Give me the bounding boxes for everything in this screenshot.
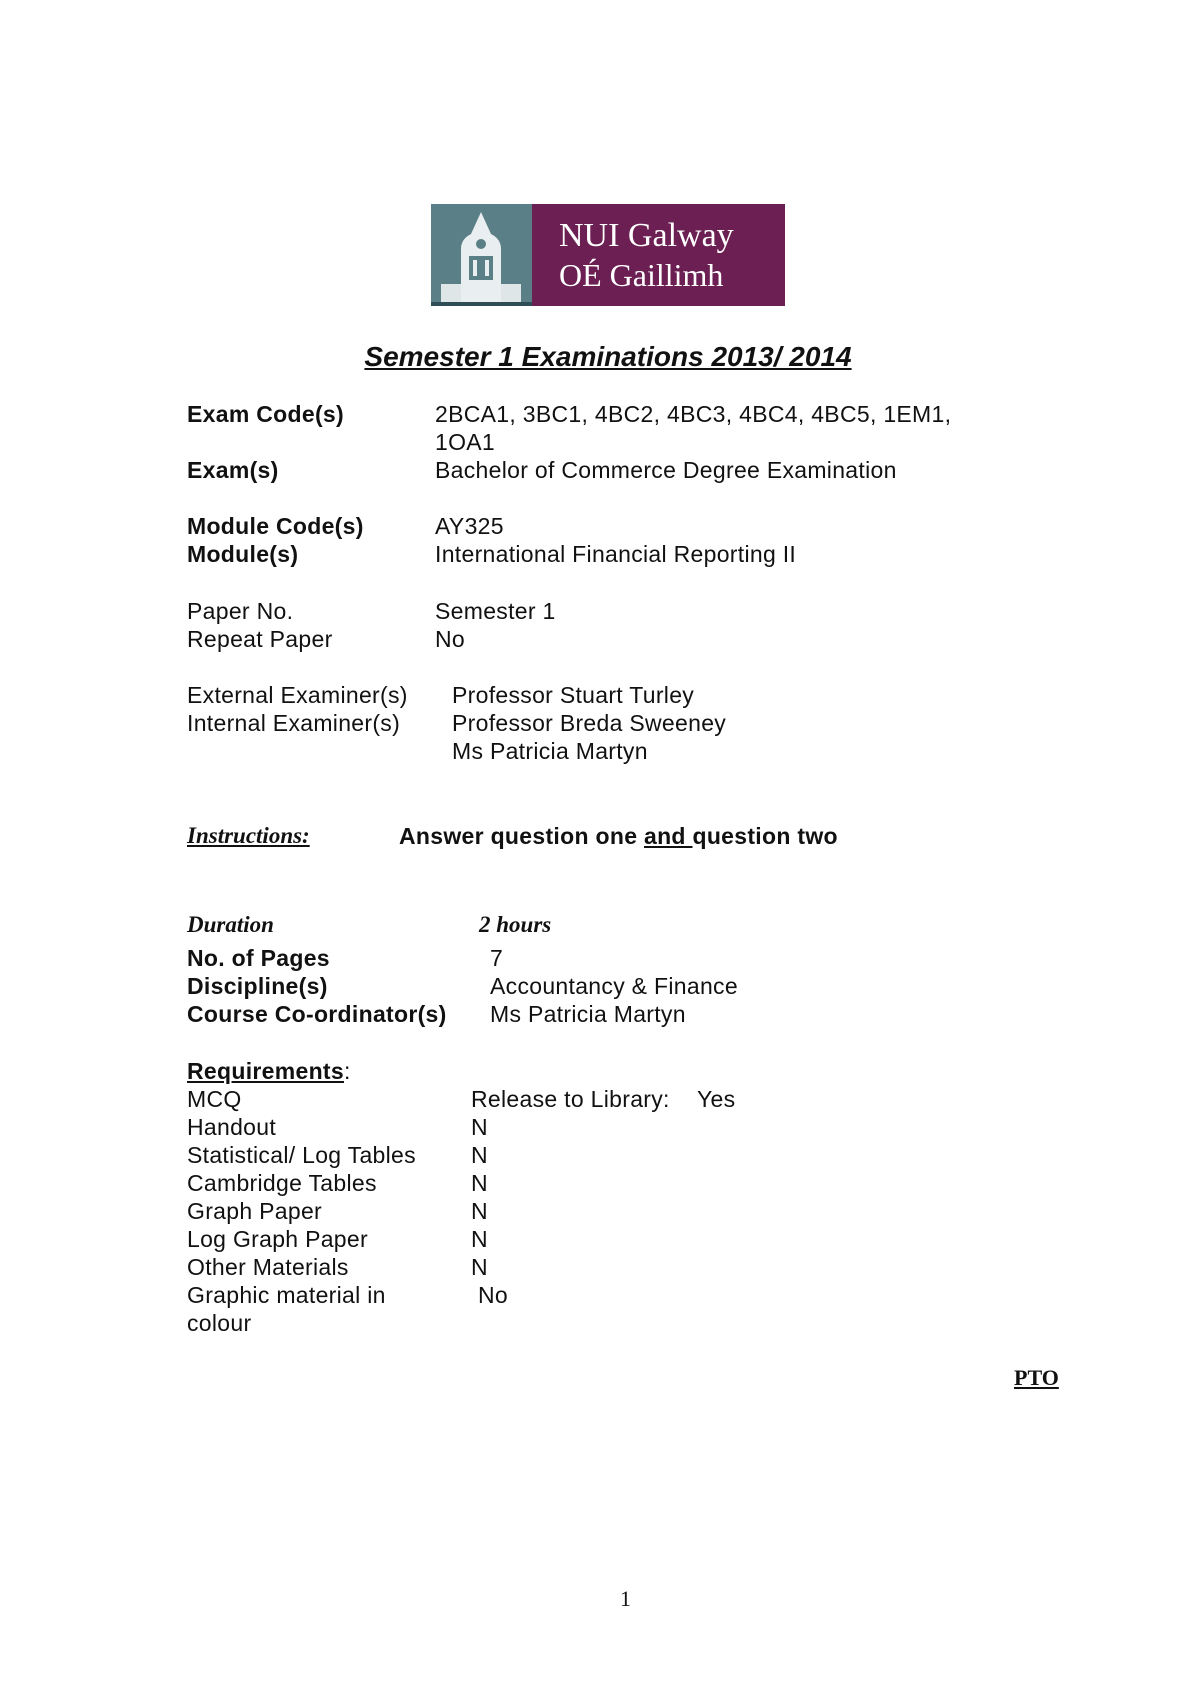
logo-line-1: NUI Galway xyxy=(559,217,734,254)
requirements-heading-text: Requirements xyxy=(187,1058,344,1084)
repeat-paper-label: Repeat Paper xyxy=(187,626,333,652)
release-to-library-label: Release to Library: xyxy=(471,1086,670,1112)
req-value-graphic-material: No xyxy=(478,1282,509,1308)
instructions-label: Instructions: xyxy=(187,823,310,848)
req-label-graphic-material-2: colour xyxy=(187,1310,252,1336)
module-code-label: Module Code(s) xyxy=(187,513,364,539)
release-to-library-value: Yes xyxy=(697,1086,736,1112)
pto-marker: PTO xyxy=(1014,1365,1059,1390)
document-title: Semester 1 Examinations 2013/ 2014 xyxy=(364,341,852,372)
university-logo xyxy=(431,204,785,306)
req-label-cambridge-tables: Cambridge Tables xyxy=(187,1170,377,1196)
discipline-label: Discipline(s) xyxy=(187,973,328,999)
module-code-value: AY325 xyxy=(435,513,504,539)
coordinator-label: Course Co-ordinator(s) xyxy=(187,1001,447,1027)
exams-label: Exam(s) xyxy=(187,457,279,483)
discipline-value: Accountancy & Finance xyxy=(490,973,738,999)
paper-no-value: Semester 1 xyxy=(435,598,556,624)
req-label-log-graph-paper: Log Graph Paper xyxy=(187,1226,368,1252)
tower-icon xyxy=(431,204,532,306)
requirements-heading xyxy=(187,1057,351,1085)
exam-code-label: Exam Code(s) xyxy=(187,401,344,427)
req-label-statistical-tables: Statistical/ Log Tables xyxy=(187,1142,416,1168)
instructions-part-3: question two xyxy=(692,823,838,849)
internal-examiner-label: Internal Examiner(s) xyxy=(187,710,401,736)
internal-examiner-value-1: Professor Breda Sweeney xyxy=(452,710,727,736)
logo-line-2: OÉ Gaillimh xyxy=(559,257,724,293)
modules-value: International Financial Reporting II xyxy=(435,541,797,567)
req-label-other-materials: Other Materials xyxy=(187,1254,349,1280)
req-value-cambridge-tables: N xyxy=(471,1170,488,1196)
req-value-graph-paper: N xyxy=(471,1198,488,1224)
exams-value: Bachelor of Commerce Degree Examination xyxy=(435,457,897,483)
instructions-text xyxy=(399,822,838,850)
req-value-statistical-tables: N xyxy=(471,1142,488,1168)
duration-value: 2 hours xyxy=(479,912,552,937)
page-number: 1 xyxy=(620,1586,631,1611)
req-label-graph-paper: Graph Paper xyxy=(187,1198,322,1224)
internal-examiner-value-2: Ms Patricia Martyn xyxy=(452,738,648,764)
req-label-mcq: MCQ xyxy=(187,1086,242,1112)
repeat-paper-value: No xyxy=(435,626,466,652)
req-value-other-materials: N xyxy=(471,1254,488,1280)
pages-value: 7 xyxy=(490,945,504,971)
exam-code-value-2: 1OA1 xyxy=(435,429,496,455)
req-label-handout: Handout xyxy=(187,1114,277,1140)
req-value-log-graph-paper: N xyxy=(471,1226,488,1252)
instructions-part-2: and xyxy=(643,823,693,849)
external-examiner-label: External Examiner(s) xyxy=(187,682,408,708)
pages-label: No. of Pages xyxy=(187,945,330,971)
duration-label: Duration xyxy=(187,912,274,937)
paper-no-label: Paper No. xyxy=(187,598,294,624)
logo-wordmark xyxy=(532,204,785,306)
exam-code-value: 2BCA1, 3BC1, 4BC2, 4BC3, 4BC4, 4BC5, 1EM1, xyxy=(435,401,952,427)
coordinator-value: Ms Patricia Martyn xyxy=(490,1001,686,1027)
external-examiner-value: Professor Stuart Turley xyxy=(452,682,695,708)
instructions-part-1: Answer question one xyxy=(399,823,644,849)
requirements-colon: : xyxy=(343,1058,351,1084)
req-value-handout: N xyxy=(471,1114,488,1140)
modules-label: Module(s) xyxy=(187,541,299,567)
req-label-graphic-material: Graphic material in xyxy=(187,1282,386,1308)
